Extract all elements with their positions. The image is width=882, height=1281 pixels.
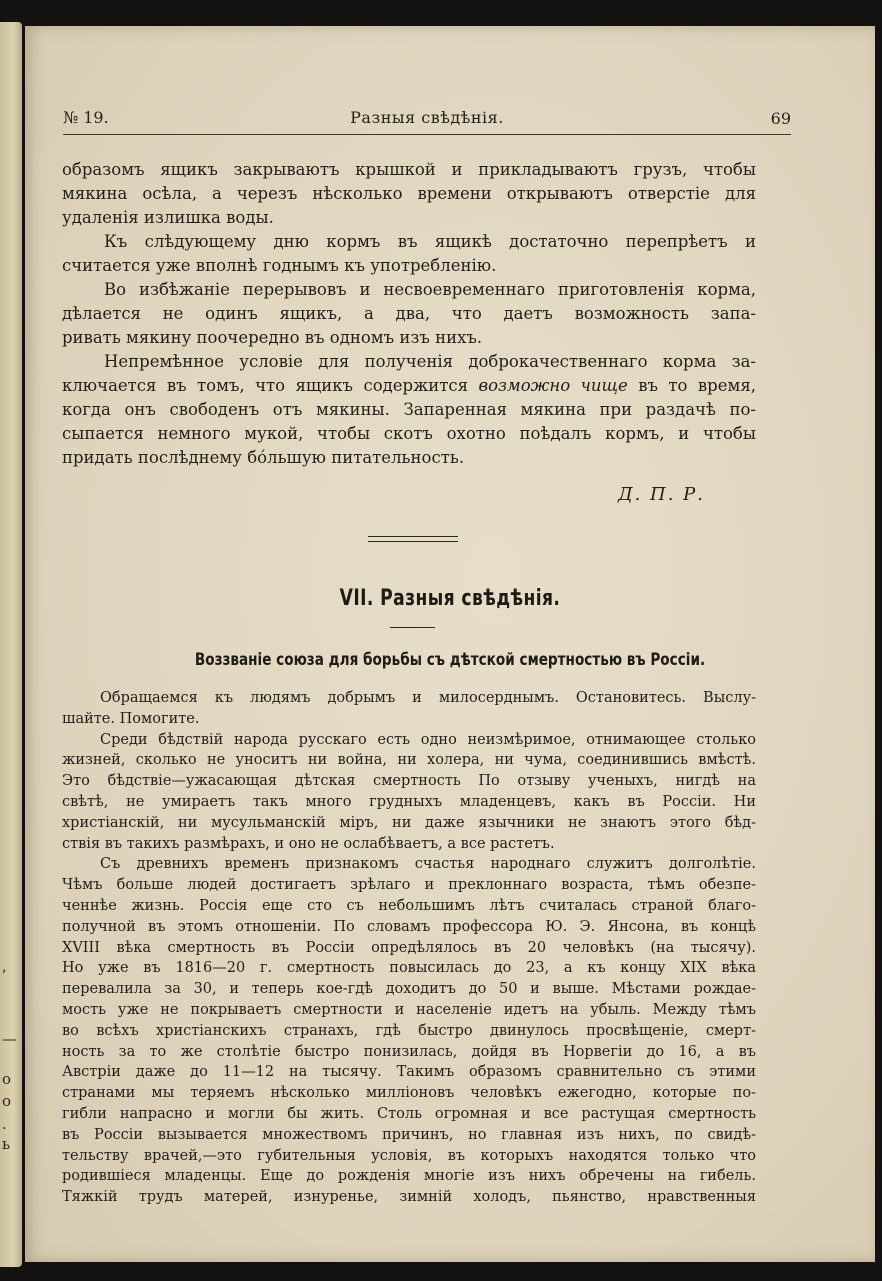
text-line: Во избѣжаніе перерывовъ и несвоевременнаго приготовленія корма, xyxy=(104,280,756,299)
text-line: удаленія излишка воды. xyxy=(62,208,274,227)
text-line: во всѣхъ христіанскихъ странахъ, гдѣ быстро двинулось просвѣщеніе, смерт- xyxy=(62,1022,756,1039)
journal-page xyxy=(25,26,875,1262)
running-head xyxy=(63,106,791,135)
text-line: Обращаемся къ людямъ добрымъ и милосерднымъ. Остановитесь. Выслу- xyxy=(100,690,756,706)
text-line: Непремѣнное условіе для полученія доброкачественнаго корма за- xyxy=(104,352,756,371)
text-line: свѣтѣ, не умираетъ такъ много грудныхъ младенцевъ, какъ въ Россіи. Ни xyxy=(62,793,756,810)
text-line: ривать мякину поочередно въ одномъ изъ нихъ. xyxy=(62,328,483,347)
text-line: Среди бѣдствій народа русскаго есть одно неизмѣримое, отнимающее столько xyxy=(100,731,756,748)
text-line-with-emphasis: ключается въ томъ, что ящикъ содержится возможно чище въ то время, xyxy=(62,376,756,395)
prev-page-fragment: о xyxy=(2,1070,12,1088)
text-line: Тяжкій трудъ матерей, изнуренье, зимній холодъ, пьянство, нравственныя xyxy=(62,1189,756,1206)
prev-page-fragment: — xyxy=(2,1030,17,1048)
prev-page-fragment: , xyxy=(2,957,7,975)
text-line: мякина осѣла, а черезъ нѣсколько времени открываютъ отверстіе для xyxy=(62,184,756,203)
text-line: жизней, сколько не уноситъ ни война, ни холера, ни чума, соединившись вмѣстѣ. xyxy=(62,752,756,769)
text-line: родившіеся младенцы. Еще до рожденія многіе изъ нихъ обречены на гибель. xyxy=(62,1168,756,1185)
text-line: придать послѣднему бо́льшую питательность. xyxy=(62,448,465,467)
text-line: Австріи даже до 11—12 на тысячу. Такимъ образомъ сравнительно съ этими xyxy=(62,1064,756,1081)
text-line: шайте. Помогите. xyxy=(62,710,200,727)
previous-page-edge xyxy=(0,22,22,1267)
text-line: тельству врачей,—это губительныя условія, въ которыхъ находятся только что xyxy=(62,1147,756,1164)
text-line: странами мы теряемъ нѣсколько милліоновъ человѣкъ ежегодно, которые по- xyxy=(62,1085,756,1102)
text-line: когда онъ свободенъ отъ мякины. Запаренная мякина при раздачѣ по- xyxy=(62,400,756,419)
text-line: Чѣмъ больше людей достигаетъ зрѣлаго и преклоннаго возраста, тѣмъ обезпе- xyxy=(62,877,756,894)
text-line: образомъ ящикъ закрываютъ крышкой и прикладываютъ грузъ, чтобы xyxy=(62,160,756,179)
text-line: Но уже въ 1816—20 г. смертность повысилась до 23, а къ концу XIX вѣка xyxy=(62,960,756,977)
text-line: считается уже вполнѣ годнымъ къ употребленію. xyxy=(62,256,497,275)
text-line: Это бѣдствіе—ужасающая дѣтская смертность По отзыву ученыхъ, нигдѣ на xyxy=(62,773,756,790)
appeal-text xyxy=(62,688,756,1208)
text-line: перевалила за 30, и теперь кое-гдѣ доходитъ до 50 и выше. Мѣстами рождае- xyxy=(62,981,756,998)
upper-article-text xyxy=(62,158,756,470)
author-signature: Д. П. Р. xyxy=(617,484,705,505)
text-line: ствія въ такихъ размѣрахъ, и оно не ослабѣваетъ, а все растетъ. xyxy=(62,835,555,852)
heading-rule xyxy=(390,627,435,628)
text-line: христіанскій, ни мусульманскій міръ, ни даже язычники не знаютъ этого бѣд- xyxy=(62,814,756,831)
text-line: дѣлается не одинъ ящикъ, а два, что даетъ возможность запа- xyxy=(62,304,756,323)
text-line: гибли напрасно и могли бы жить. Столь огромная и все растущая смертность xyxy=(62,1105,756,1122)
section-divider xyxy=(368,536,458,542)
text-line: Къ слѣдующему дню кормъ въ ящикѣ достаточно перепрѣетъ и xyxy=(104,232,756,251)
issue-number: № 19. xyxy=(63,108,109,127)
text-line: получной въ этомъ отношеніи. По словамъ профессора Ю. Э. Янсона, въ концѣ xyxy=(62,918,756,935)
text-line: въ Россіи вызывается множествомъ причинъ, но главная изъ нихъ, по свидѣ- xyxy=(62,1126,756,1143)
running-title: Разныя свѣдѣнія. xyxy=(350,108,504,127)
text-line: ность за то же столѣтіе быстро понизилась, дойдя въ Норвегіи до 16, а въ xyxy=(62,1043,756,1060)
text-line: XVIII вѣка смертность въ Россіи опредѣлялось въ 20 человѣкъ (на тысячу). xyxy=(62,939,756,956)
prev-page-fragment: . xyxy=(2,1115,7,1133)
article-title: Воззваніе союза для борьбы съ дѣтской смертностью въ Россіи. xyxy=(194,650,706,670)
text-line: сыпается немного мукой, чтобы скотъ охотно поѣдалъ кормъ, и чтобы xyxy=(62,424,756,443)
italic-emphasis: возможно чище xyxy=(478,376,628,395)
page-number: 69 xyxy=(770,109,791,128)
prev-page-fragment: ь xyxy=(2,1135,11,1153)
text-line: ченнѣе жизнь. Россія еще сто съ небольшимъ лѣтъ считалась страной благо- xyxy=(62,897,756,914)
prev-page-fragment: о xyxy=(2,1092,12,1110)
text-line: Съ древнихъ временъ признакомъ счастья народнаго служитъ долголѣтіе. xyxy=(100,856,756,873)
section-heading: VII. Разныя свѣдѣнія. xyxy=(339,586,561,611)
text-line: мость уже не покрываетъ смертности и населеніе идетъ на убыль. Между тѣмъ xyxy=(62,1001,756,1018)
